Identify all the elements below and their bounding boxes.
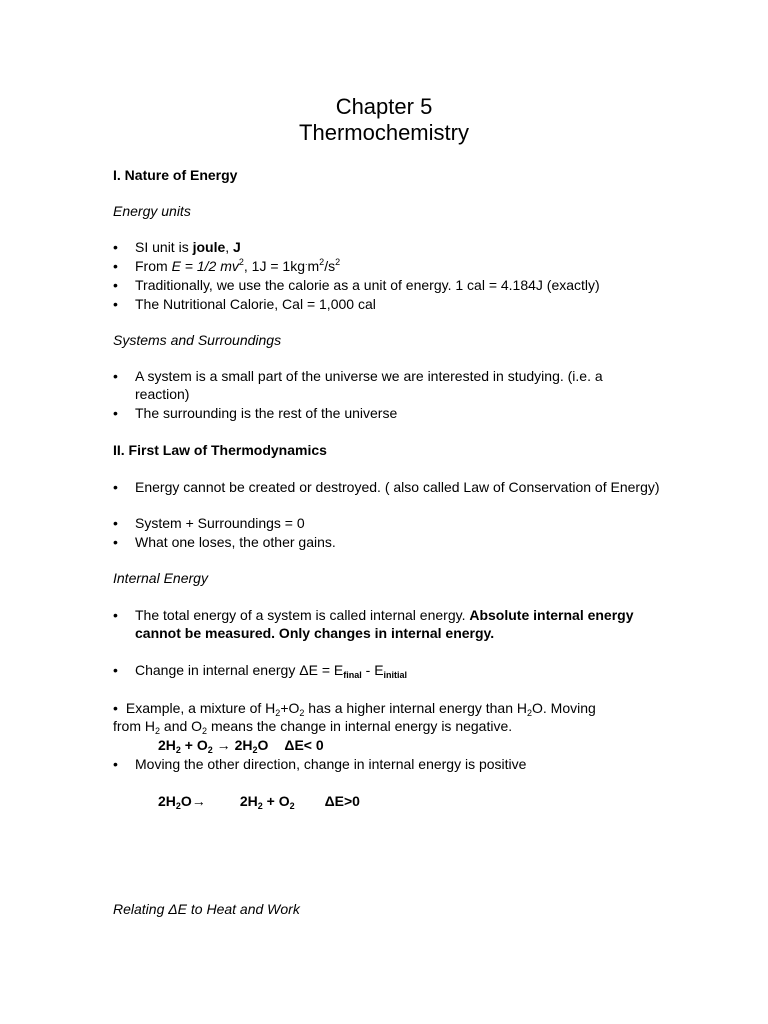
list-item: • SI unit is joule, J	[113, 239, 241, 255]
bullet: •	[113, 515, 118, 531]
delta-symbol: Δ	[299, 662, 309, 678]
bullet: •	[113, 700, 118, 716]
list-item: • Traditionally, we use the calorie as a unit of energy. 1 cal = 4.184J (exactly)	[113, 277, 600, 293]
equation-reverse: $2H_2O\to 2H_2 + O_2$ ΔE>0	[158, 793, 360, 811]
delta-symbol: Δ	[168, 901, 178, 917]
bullet: •	[113, 405, 118, 421]
equation-forward: $2H_2 + O_2 \to 2H_2O$ ΔE< 0	[158, 737, 324, 755]
title-subject: Thermochemistry	[299, 120, 469, 145]
document-title	[0, 94, 768, 146]
subheading-energy-units: Energy units	[113, 203, 191, 219]
subheading-systems-and-surroundings: Systems and Surroundings	[113, 332, 282, 348]
section-heading-nature-of-energy: I. Nature of Energy	[113, 167, 238, 183]
subheading-internal-energy: Internal Energy	[113, 570, 208, 586]
list-item: • What one loses, the other gains.	[113, 534, 336, 550]
list-item: • Moving the other direction, change in internal energy is positive	[113, 756, 527, 772]
subheading-relating-delta-e: Relating ΔE to Heat and Work	[113, 901, 300, 917]
bullet: •	[113, 277, 118, 293]
bullet: •	[113, 258, 118, 274]
delta-symbol: Δ	[284, 737, 295, 753]
bullet: •	[113, 534, 118, 550]
example-line-2: from $H_2$ and $O_2$ means the change in internal energy is negative.	[113, 718, 513, 736]
title-chapter: Chapter 5	[335, 94, 433, 119]
bullet: •	[113, 239, 118, 255]
bullet: •	[113, 296, 118, 312]
section-heading-first-law: II. First Law of Thermodynamics	[113, 442, 327, 458]
list-item: • The total energy of a system is called internal energy. Absolute internal energy cannot be measured. Only changes in internal energy.	[113, 607, 634, 641]
bullet: •	[113, 479, 118, 495]
bullet: •	[113, 607, 118, 623]
example-line-1: • Example, a mixture of $H_2+O_2$ has a higher internal energy than $H_2O$. Moving	[113, 700, 596, 718]
delta-symbol: Δ	[324, 793, 335, 809]
list-item: • From E = 1/2 $mv^2$, $1J = 1kg^.m^2/s^2$	[113, 257, 341, 274]
list-item: • The surrounding is the rest of the universe	[113, 405, 398, 421]
bullet: •	[113, 662, 118, 678]
list-item: • A system is a small part of the universe we are interested in studying. (i.e. a reaction)	[113, 368, 603, 402]
bullet: •	[113, 368, 118, 384]
list-item: • The Nutritional Calorie, Cal = 1,000 cal	[113, 296, 376, 312]
list-item: • System + Surroundings = 0	[113, 515, 305, 531]
bullet: •	[113, 756, 118, 772]
list-item: • Energy cannot be created or destroyed. ( also called Law of Conservation of Energy)	[113, 479, 660, 495]
list-item: • Change in internal energy $\Delta E = E_{final} - E_{initial}$	[113, 662, 408, 680]
